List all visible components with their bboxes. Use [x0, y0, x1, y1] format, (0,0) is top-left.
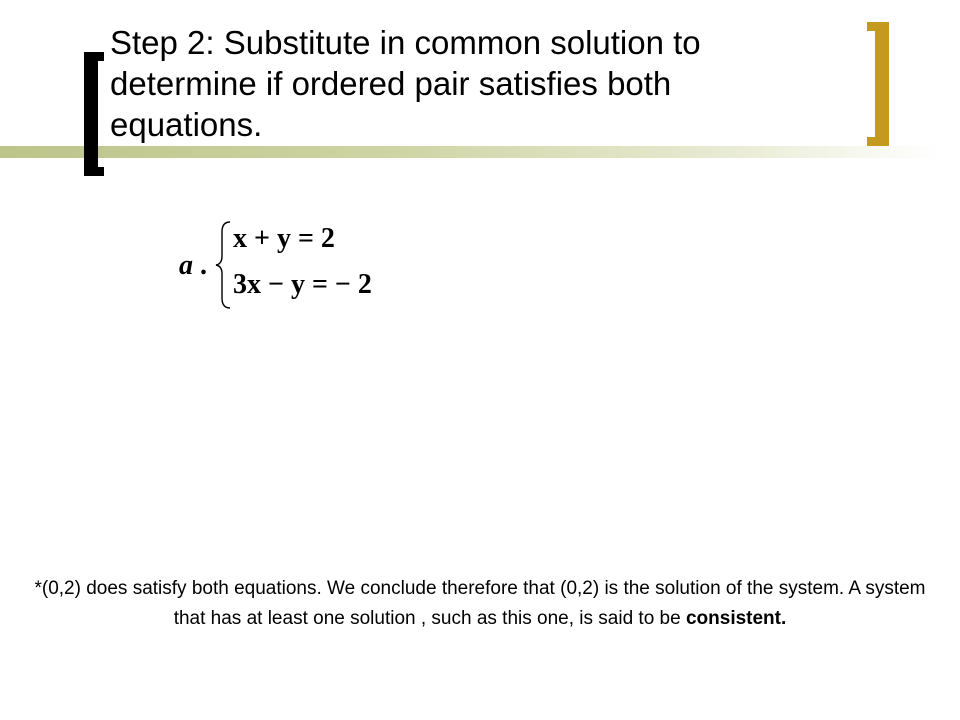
consistent-term: consistent. [685, 608, 787, 629]
right-bracket-decoration [867, 22, 889, 146]
equation-line-1: x + y = 2 [233, 223, 335, 254]
slide-title: Step 2: Substitute in common solution to determine if ordered pair satisfies both equations. [110, 24, 701, 143]
conclusion-text: *(0,2) does satisfy both equations. We conclude therefore that (0,2) is the solution of the system. A system that has at least one solution , such as this one, is said to be [34, 578, 926, 629]
equation-label: a [179, 250, 193, 281]
left-brace [214, 220, 232, 310]
equation-label-dot: . [200, 250, 207, 281]
conclusion-note [20, 574, 940, 634]
equation-line-2: 3x − y = − 2 [233, 269, 372, 300]
left-bracket-decoration [84, 52, 104, 176]
title-underline-rule [0, 146, 940, 158]
